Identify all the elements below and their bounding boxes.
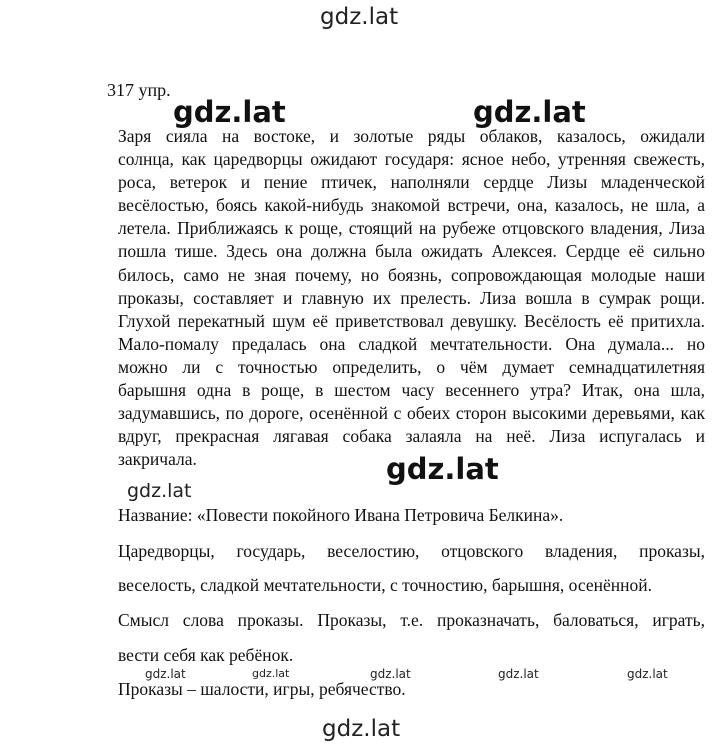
passage-line: вдруг, прекрасная лягавая собака залаяла на неё. Лиза испугалась и bbox=[118, 426, 705, 447]
answer-synonyms bbox=[118, 679, 705, 700]
answer-meaning bbox=[118, 610, 705, 631]
answer-title bbox=[118, 505, 705, 526]
watermark-bottom: gdz.lat bbox=[322, 716, 401, 742]
passage-line: весёлостью, боясь какой-нибудь знакомой встречи, она, казалось, не шла, а bbox=[118, 195, 705, 216]
passage-line: Глухой перекатный шум её приветствовал девушку. Весёлость её притихла. bbox=[118, 310, 705, 331]
answer-words-line-2: веселость, сладкой мечтательности, с точностию, барышня, осенённой. bbox=[118, 575, 652, 595]
passage-line: летела. Приближаясь к роще, стоящий на рубеже отцовского владения, Лиза bbox=[118, 218, 705, 239]
watermark-large-right: gdz.lat bbox=[473, 95, 586, 129]
exercise-number: 317 упр. bbox=[107, 80, 171, 100]
passage-line: билось, само не зная почему, но боязнь, сопровождающая молодые наши bbox=[118, 264, 705, 285]
watermark-small: gdz.lat bbox=[252, 667, 290, 680]
watermark-large-center: gdz.lat bbox=[386, 452, 499, 486]
passage-line: пошла тише. Здесь она должна была ожидать Алексея. Сердце её сильно bbox=[118, 241, 705, 262]
answer-synonyms-text: Проказы – шалости, игры, ребячество. bbox=[118, 679, 406, 699]
watermark-small: gdz.lat bbox=[145, 667, 186, 681]
passage-line: барышня одна в роще, в шестом часу весеннего утра? Итак, она шла, bbox=[118, 380, 705, 401]
answer-words-continued bbox=[118, 575, 705, 596]
passage-line: задумавшись, по дороге, осенённой с обеих сторон высокими деревьями, как bbox=[118, 403, 705, 424]
passage-text bbox=[118, 125, 705, 471]
answer-words-line-1: Царедворцы, государь, веселостию, отцовского владения, проказы, bbox=[118, 541, 705, 561]
watermark-top: gdz.lat bbox=[320, 4, 399, 30]
answer-meaning-line-2: вести себя как ребёнок. bbox=[118, 645, 294, 665]
passage-line: можно ли с точностью определить, о чём думает семнадцатилетняя bbox=[118, 356, 705, 377]
passage-line: роса, ветерок и пение птичек, наполняли сердце Лизы младенческой bbox=[118, 172, 705, 193]
passage-line: Мало-помалу предалась она сладкой мечтательности. Она думала... но bbox=[118, 333, 705, 354]
watermark-small: gdz.lat bbox=[370, 667, 411, 681]
watermark-small: gdz.lat bbox=[498, 667, 539, 681]
passage-line: проказы, составляет и главную их прелесть. Лиза вошла в сумрак рощи. bbox=[118, 287, 705, 308]
passage-line: Заря сияла на востоке, и золотые ряды облаков, казалось, ожидали bbox=[118, 126, 705, 146]
watermark-large-left: gdz.lat bbox=[173, 95, 286, 129]
answer-words bbox=[118, 541, 705, 562]
answer-meaning-continued bbox=[118, 645, 705, 666]
passage-line: закричала. bbox=[118, 449, 197, 470]
watermark-middle: gdz.lat bbox=[127, 480, 192, 502]
answer-title-text: Название: «Повести покойного Ивана Петровича Белкина». bbox=[118, 505, 564, 525]
answer-meaning-line-1: Смысл слова проказы. Проказы, т.е. проказначать, баловаться, играть, bbox=[118, 610, 705, 630]
passage-line: солнца, как царедворцы ожидают государя: ясное небо, утренняя свежесть, bbox=[118, 149, 705, 170]
watermark-small: gdz.lat bbox=[627, 667, 668, 681]
